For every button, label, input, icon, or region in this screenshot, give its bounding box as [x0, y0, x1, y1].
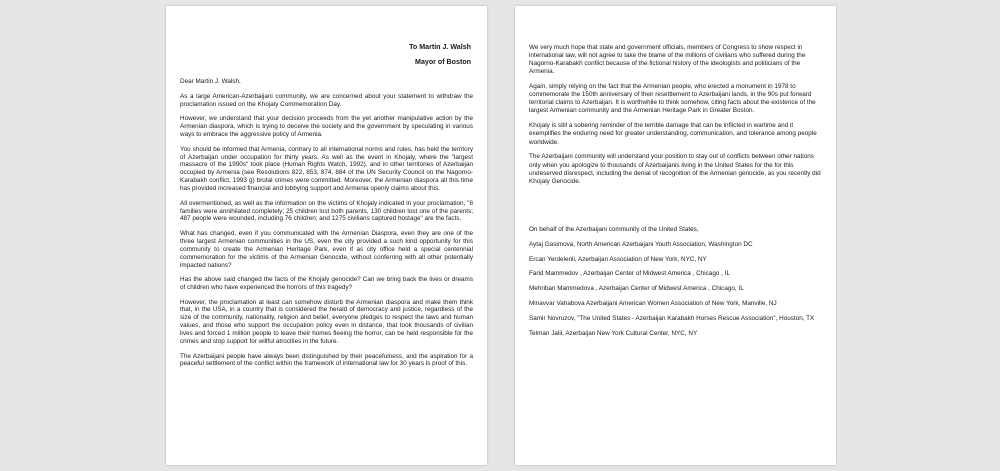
paragraph: You should be informed that Armenia, contrary to all international norms and rules, has held the territory of Azerbaijan under occupation for thirty years. As well as the event in Khojaly, where the "largest massacre of the 1990s" took place (Human Rights Watch, 1992), and in other territories of Azerbaijan occupied by Armenia (see Resolutions 822, 853, 874, 884 of the UN Security Council on the Nagorno-Karabakh conflict, 1993 g) brutal crimes were committed. Moreover, the Armenian diaspora all this time has provided increased financial and lobbying support and Armenia openly claims about this.: [180, 145, 473, 193]
paragraph: As a large American-Azerbaijani community, we are concerned about your statement to withdraw the proclamation issued on the Khojaly Commemoration Day.: [180, 92, 473, 108]
signatory: Minavvar Vahabova Azerbaijani American Women Association of New York, Manville, NJ: [529, 300, 777, 308]
paragraph: Khojaly is still a sobering reminder of the terrible damage that can be inflicted in wartime and it exemplifies the enduring need for greater understanding, communication, and tolerance among people worldwide.: [529, 122, 817, 146]
letter-page-2: [515, 6, 836, 465]
paragraph: All overmentioned, as well as the information on the victims of Khojaly indicated in your proclamation, "8 families were annihilated completely; 25 children lost both parents, 130 children lost one of the parents; 487 people were wounded, including 76 children; and 1275 civilians captured hostage" are the facts.: [180, 199, 473, 223]
signatory: Farid Mammedov , Azerbaijan Center of Midwest America , Chicago , IL: [529, 270, 730, 278]
signatory: Samir Novruzov, "The United States - Azerbaijan Karabakh Horses Rescue Association", Houston, TX: [529, 315, 815, 323]
signatory: Aytaj Gasimova, North American Azerbaijani Youth Association, Washington DC: [529, 240, 753, 248]
letter-page-1: [166, 6, 487, 465]
paragraph: We very much hope that state and government officials, members of Congress to show respect in international law, will not agree to take the blame of the millions of civilians who suffered during the Nagorno-Karabakh conflict because of the fictional history of the ideologists and politicians of the Armenia.: [529, 44, 806, 76]
paragraph: The Azerbaijani community will understand your position to stay out of conflicts between other nations only when you apologize to thousands of Azerbaijanis living in the United States for the for this undeserved disrespect, including the denial of recognition of the Armenian genocide, as you recently did Khojaly Genocide.: [529, 153, 821, 185]
paragraph: However, the proclamation at least can somehow disturb the Armenian diaspora and make them think that, in the USA, in a country that is considered the herald of democracy and justice, regardless of the size of the community, nationality, religion and belief, everyone pledges to respect the laws and human values, and those who support the occupation policy even in distance, that took thousands of civilian lives and forced 1 million people to leave their homes fleeing the horror, can be held responsible for the crimes and stop support for willful atrocities in the future.: [180, 298, 473, 346]
signoff-line: On behalf of the Azerbaijani community of the United States,: [529, 225, 699, 233]
recipient-title: Mayor of Boston: [415, 58, 471, 66]
paragraph: Has the above said changed the facts of the Khojaly genocide? Can we bring back the lives or dreams of children who have experienced the horrors of this tragedy?: [180, 276, 473, 291]
recipient-name: To Martin J. Walsh: [409, 43, 471, 51]
signatory: Telman Jalil, Azerbaijan New York Cultural Center, NYC, NY: [529, 330, 698, 338]
paragraph: The Azerbaijani people have always been distinguished by their peacefulness, and the aspiration for a peaceful settlement of the conflict within the framework of international law for 30 years is proof of this.: [180, 352, 473, 368]
signatory: Mehriban Mammedova , Azerbaijan Center of Midwest America , Chicago, IL: [529, 285, 744, 293]
salutation: Dear Martin J. Walsh,: [180, 78, 241, 85]
paragraph: Again, simply relying on the fact that the Armenian people, who erected a monument in 1978 to commemorate the 150th anniversary of their resettlement to Azerbaijani lands, in the 90s put forward territorial claims to Azerbaijan. It is worthwhile to think somehow, citing facts about the existence of the largest Armenian community and the Armenian Heritage Park in Greater Boston.: [529, 83, 816, 115]
signatory: Ercan Yerdelenli, Azerbaijan Association of New York, NYC, NY: [529, 255, 707, 263]
paragraph: However, we understand that your decision proceeds from the yet another manipulative action by the Armenian diaspora, which is trying to deceive the society and the government by speculating in various ways to embrace the aggressive policy of Armenia.: [180, 115, 473, 139]
paragraph: What has changed, even if you communicated with the Armenian Diaspora, even they are one of the three largest Armenian communities in the US, even the city provided a such kind opportunity for this community to create the Armenian Heritage Park, even if as city office held a special centennial commemoration for the victims of the Armenian Genocide, without conferring with all other potentially impacted nations?: [180, 229, 473, 269]
